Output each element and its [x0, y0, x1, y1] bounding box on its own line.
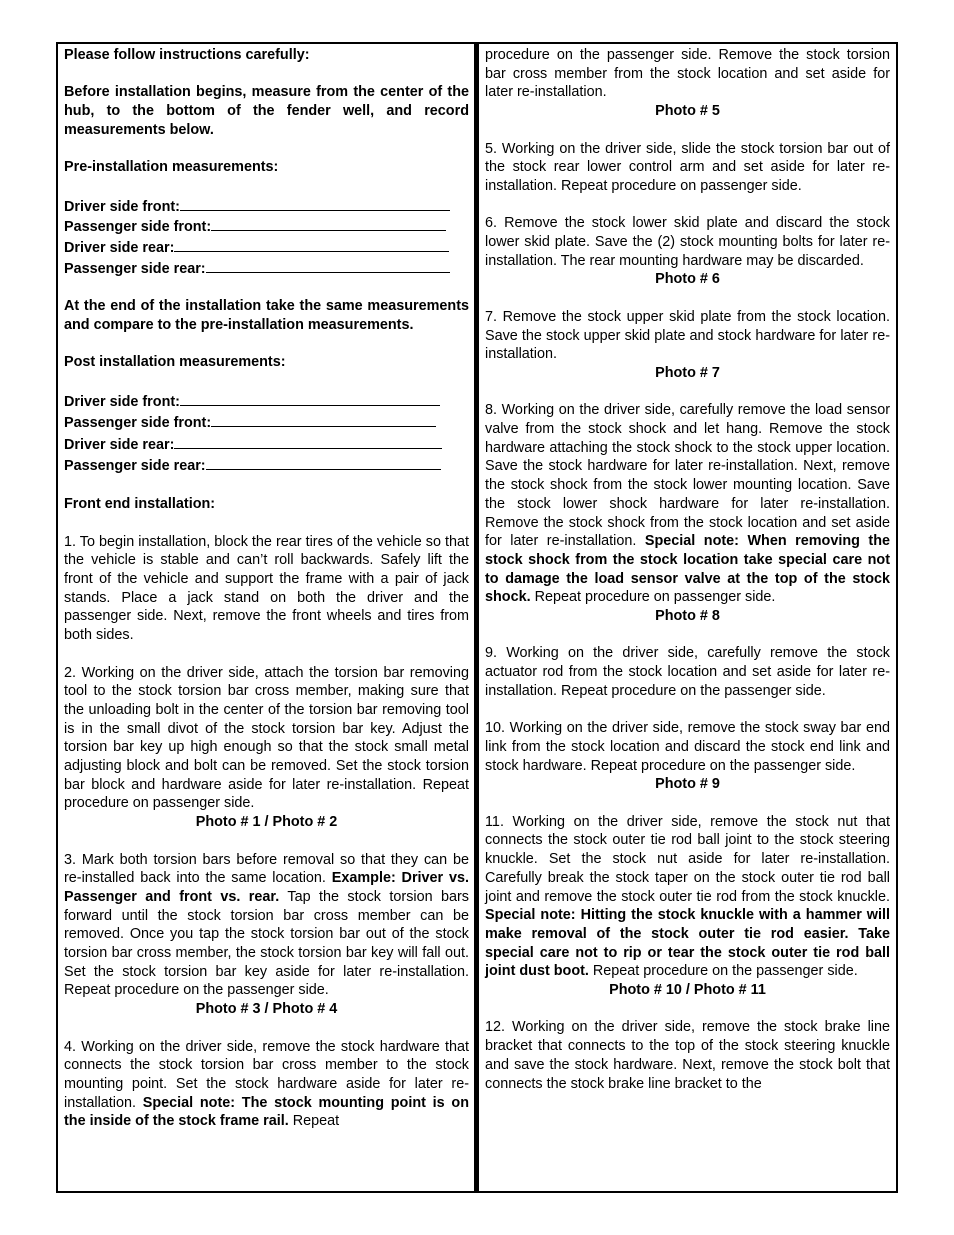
step-1: 1. To begin installation, block the rear tires of the vehicle so that the vehicle is stable and can’t roll backwards. Safely lift the front of the vehicle and support the frame with a pair of jack stands. Place a jack stand on both the driver and the passenger side. Next, remove the front wheels and tires from both sides. [64, 533, 469, 644]
pre-passenger-front: Passenger side front: [64, 216, 469, 237]
step-2: 2. Working on the driver side, attach the torsion bar removing tool to the stock torsion bar cross member, making sure that the unloading bolt in the center of the torsion bar removing tool is in the small divot of the stock torsion bar key. Adjust the torsion bar key up high enough so that the stock small metal adjusting block and bolt can be removed. Set the stock torsion bar block and hardware aside for later re-installation. Repeat procedure on passenger side. [64, 664, 469, 812]
photo-6-label: Photo # 6 [655, 271, 720, 288]
fill-line [180, 196, 450, 211]
step-8: 8. Working on the driver side, carefully remove the load sensor valve from the stock shock and let hang. Remove the stock hardware attaching the stock shock to the stock upper location. Save the stock hardware for later re-installation. Next, remove the stock shock from the stock lower mounting location. Save the stock lower shock hardware for later re-installation. Remove the stock shock from the stock location and set aside for later re-installation. Special note: When removing the stock shock from the stock location take special care not to damage the load sensor valve at the top of the stock shock. Repeat procedure on passenger side. [485, 402, 890, 606]
photo-7-label: Photo # 7 [655, 364, 720, 381]
end-note: At the end of the installation take the same measurements and compare to the pre-installation measurements. [64, 298, 469, 333]
photo-1-2-label: Photo # 1 / Photo # 2 [195, 814, 338, 831]
step-4: 4. Working on the driver side, remove the stock hardware that connects the stock torsion bar cross member to the stock mounting point. Set the stock hardware aside for later re-installation. Special note: The stock mounting point is on the inside of the stock frame rail. Repeat [64, 1038, 469, 1130]
post-driver-rear: Driver side rear: [64, 434, 469, 456]
photo-3-4-label: Photo # 3 / Photo # 4 [195, 1001, 338, 1018]
fill-line [206, 455, 441, 470]
post-passenger-front: Passenger side front: [64, 412, 469, 434]
step-3: 3. Mark both torsion bars before removal so that they can be re-installed back into the same location. Example: Driver vs. Passenger and front vs. rear. Tap the stock torsion bars forward until the stock torsion bar cross member can be removed. Once you tap the stock torsion bar out of the stock torsion bar cross member, the stock torsion bar key will fall out. Set the stock torsion bar key aside for later re-installation. Repeat procedure on the passenger side. [64, 851, 469, 999]
step-7: 7. Remove the stock upper skid plate from the stock location. Save the stock upper skid plate and stock hardware for later re-installation. [485, 308, 890, 363]
photo-8-label: Photo # 8 [655, 608, 720, 625]
pre-driver-front: Driver side front: [64, 196, 469, 217]
step-9: 9. Working on the driver side, carefully remove the stock actuator rod from the stock location and set aside for later re-installation. Repeat procedure on the passenger side. [485, 645, 890, 699]
photo-9-label: Photo # 9 [655, 776, 720, 793]
post-driver-front: Driver side front: [64, 391, 469, 413]
step-12: 12. Working on the driver side, remove the stock brake line bracket that connects to the top of the stock steering knuckle and save the stock hardware. Next, remove the stock bolt that connects the stock brake line bracket to the [485, 1019, 890, 1092]
front-end-heading: Front end installation: [64, 496, 216, 513]
post-measurements-heading: Post installation measurements: [64, 354, 286, 371]
step-5: 5. Working on the driver side, slide the stock torsion bar out of the stock rear lower control arm and set aside for later re-installation. Repeat procedure on passenger side. [485, 140, 890, 194]
step-11: 11. Working on the driver side, remove the stock nut that connects the stock outer tie rod ball joint to the stock steering knuckle. Set the stock nut aside for later re-installation. Carefully break the stock taper on the stock outer tie rod ball joint and remove the stock outer tie rod from the stock knuckle. Special note: Hitting the stock knuckle with a hammer will make removal of the stock outer tie rod easier. Take special care not to rip or tear the stock outer tie rod ball joint dust boot. Repeat procedure on the passenger side. [485, 813, 890, 980]
pre-measurements-heading: Pre-installation measurements: [64, 159, 279, 176]
photo-10-11-label: Photo # 10 / Photo # 11 [609, 982, 766, 999]
column-divider [474, 42, 479, 1193]
fill-line [174, 237, 449, 252]
before-instructions: Before installation begins, measure from the center of the hub, to the bottom of the fender well, and record measurements below. [64, 84, 469, 138]
step-6: 6. Remove the stock lower skid plate and discard the stock lower skid plate. Save the (2) stock mounting bolts for later re-installation. The rear mounting hardware may be discarded. [485, 215, 890, 269]
intro-heading: Please follow instructions carefully: [64, 47, 310, 63]
fill-line [180, 391, 440, 406]
fill-line [211, 216, 446, 231]
photo-5-label: Photo # 5 [655, 103, 720, 120]
right-column [485, 46, 890, 1093]
left-column [64, 46, 469, 1131]
fill-line [206, 258, 450, 273]
fill-line [211, 412, 436, 427]
fill-line [174, 434, 442, 449]
pre-driver-rear: Driver side rear: [64, 237, 469, 258]
step-10: 10. Working on the driver side, remove the stock sway bar end link from the stock location and discard the stock end link and stock hardware. Repeat procedure on the passenger side. [485, 720, 890, 774]
post-passenger-rear: Passenger side rear: [64, 455, 469, 477]
pre-passenger-rear: Passenger side rear: [64, 258, 469, 279]
step-4-continued: procedure on the passenger side. Remove the stock torsion bar cross member from the stock location and set aside for later re-installation. [485, 47, 890, 101]
